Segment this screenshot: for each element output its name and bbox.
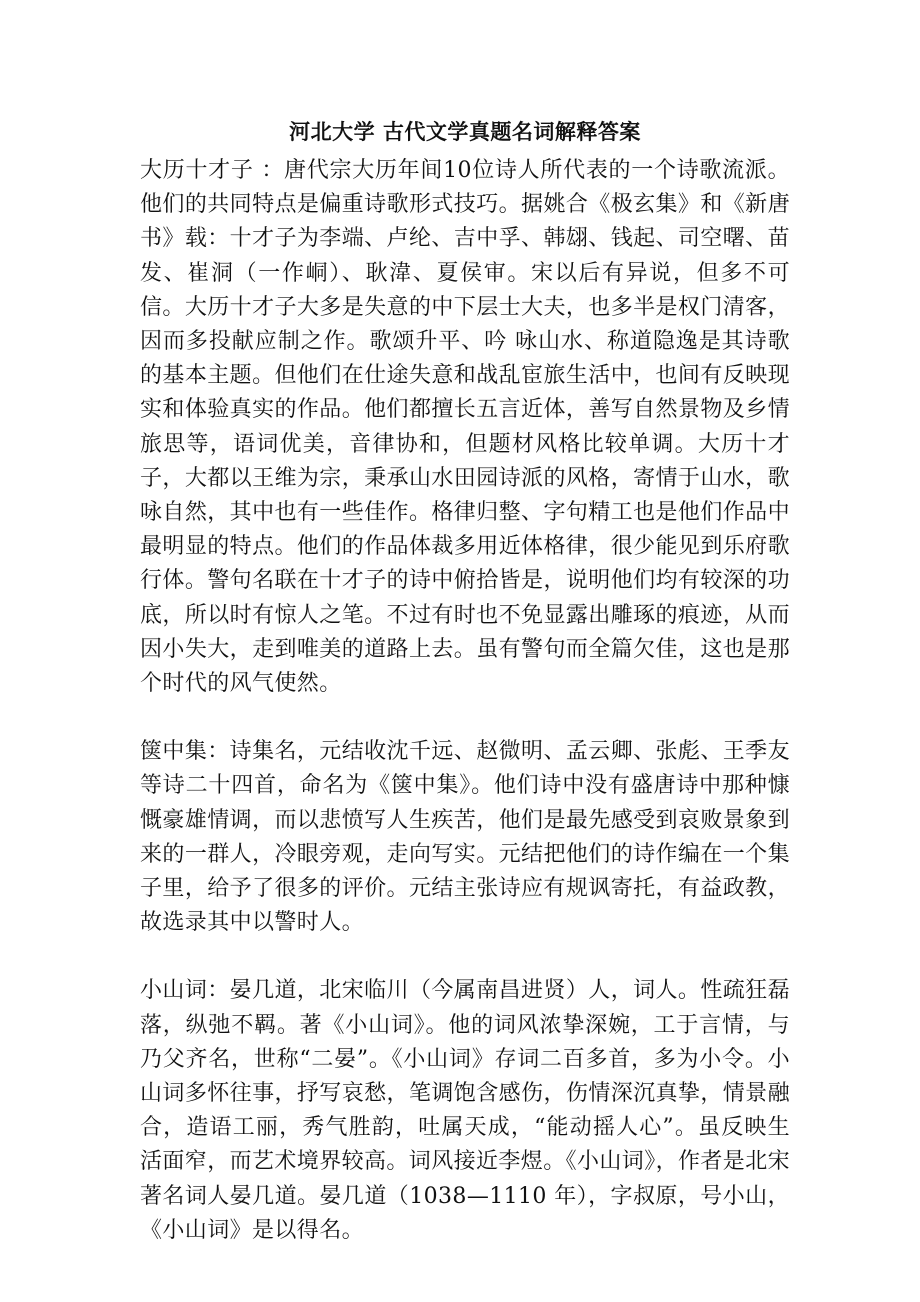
paragraph-gap [140, 701, 790, 735]
paragraph-dali-shicaizi: 大历十才子 ：唐代宗大历年间10位诗人所代表的一个诗歌流派。他们的共同特点是偏重诗歌形式技巧。据姚合《极玄集》和《新唐书》载：十才子为李端、卢纶、吉中孚、韩翃、钱起、司空曙、苗发、崔洞（一作峒）、耿湋、夏侯审。宋以后有异说，但多不可信。大历十才子大多是失意的中下层士大夫，也多半是权门清客，因而多投献应制之作。歌颂升平、吟 咏山水、称道隐逸是其诗歌的基本主题。但他们在仕途失意和战乱宦旅生活中，也间有反映现实和体验真实的作品。他们都擅长五言近体，善写自然景物及乡情旅思等，语词优美，音律协和，但题材风格比较单调。大历十才子，大都以王维为宗，秉承山水田园诗派的风格，寄情于山水，歌咏自然，其中也有一些佳作。格律归整、字句精工也是他们作品中最明显的特点。他们的作品体裁多用近体格律，很少能见到乐府歌行体。警句名联在十才子的诗中俯拾皆是，说明他们均有较深的功底，所以时有惊人之笔。不过有时也不免显露出雕琢的痕迹，从而因小失大，走到唯美的道路上去。虽有警句而全篇欠佳，这也是那个时代的风气使然。 [140, 158, 790, 697]
document-page [140, 112, 790, 1248]
paragraph-xiaoshanci: 小山词：晏几道，北宋临川（今属南昌进贤）人，词人。性疏狂磊落，纵弛不羁。著《小山词》。他的词风浓挚深婉，工于言情，与乃父齐名，世称“二晏”。《小山词》存词二百多首，多为小令。小山词多怀往事，抒写哀愁，笔调饱含感伤，伤情深沉真挚，情景融合，造语工丽，秀气胜韵，吐属天成，“能动摇人心”。虽反映生活面窄，而艺术境界较高。词风接近李煜。《小山词》，作者是北宋著名词人晏几道。晏几道（1038—1110 年），字叔原，号小山，《小山词》是以得名。 [140, 978, 791, 1243]
document-title: 河北大学 古代文学真题名词解释答案 [289, 119, 641, 144]
paragraph-gap [140, 940, 790, 974]
paragraph-qiezhongji: 箧中集：诗集名，元结收沈千远、赵微明、孟云卿、张彪、王季友等诗二十四首，命名为《箧中集》。他们诗中没有盛唐诗中那种慷慨豪雄情调，而以悲愤写人生疾苦，他们是最先感受到哀败景象到来的一群人，冷眼旁观，走向写实。元结把他们的诗作编在一个集子里，给予了很多的评价。元结主张诗应有规讽寄托，有益政教，故选录其中以警时人。 [140, 739, 790, 936]
